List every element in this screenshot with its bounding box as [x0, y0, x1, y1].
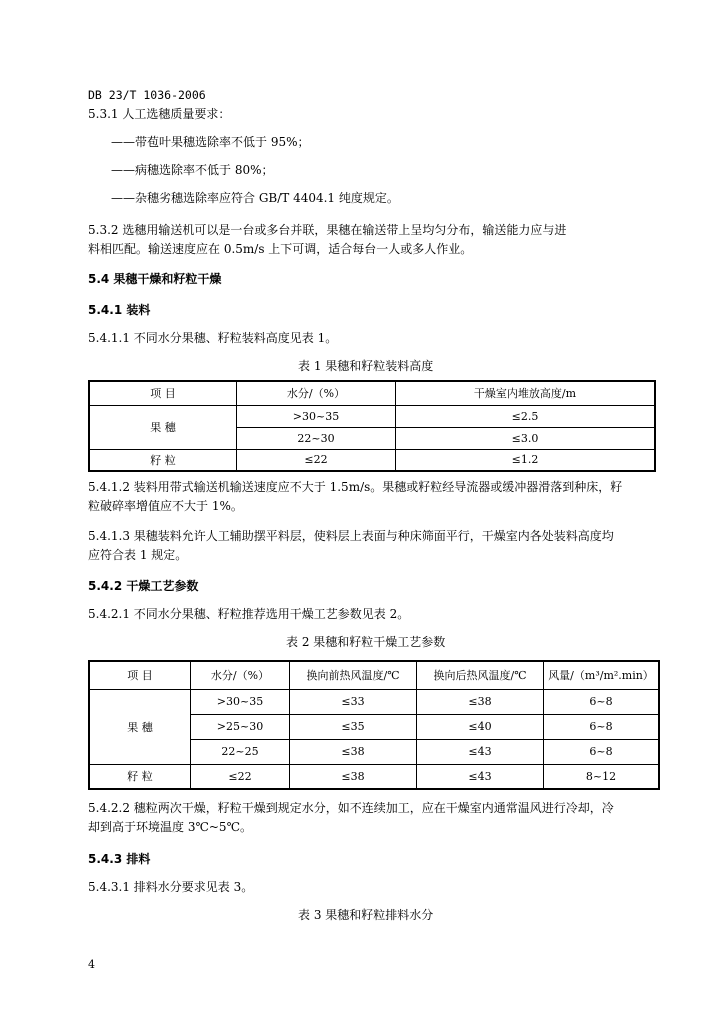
section-5-4-1-1-text: 5.4.1.1 不同水分果穗、籽粒装料高度见表 1。: [88, 331, 338, 345]
table-cell: 22~25: [191, 739, 290, 764]
section-5-4-2-title: 5.4.2 干燥工艺参数: [88, 579, 199, 593]
page-number: 4: [88, 958, 95, 971]
section-5-4-title: 5.4 果穗干燥和籽粒干燥: [88, 272, 222, 286]
table-2-caption: 表 2 果穗和籽粒干燥工艺参数: [286, 635, 446, 649]
table-cell: 8~12: [544, 764, 660, 789]
table-cell: >25~30: [191, 714, 290, 739]
section-5-4-3-title: 5.4.3 排料: [88, 852, 151, 866]
table-2: [88, 660, 660, 790]
table-cell: 6~8: [544, 714, 660, 739]
table-header-cell: 干燥室内堆放高度/m: [396, 381, 656, 405]
table-cell: ≤2.5: [396, 405, 656, 427]
requirement-item: ——病穗选除率不低于 80%；: [111, 163, 274, 177]
table-cell: ≤40: [417, 714, 544, 739]
section-5-4-2-1-text: 5.4.2.1 不同水分果穗、籽粒推荐选用干燥工艺参数见表 2。: [88, 607, 410, 621]
section-5-3-2-line2: 料相匹配。输送速度应在 0.5m/s 上下可调，适合每台一人或多人作业。: [88, 242, 473, 256]
table-cell: >30~35: [237, 405, 396, 427]
section-5-4-1-3-line1: 5.4.1.3 果穗装料允许人工辅助摆平料层，使料层上表面与种床筛面平行，干燥室内各处装料高度均: [88, 529, 614, 543]
table-1: [88, 380, 656, 472]
table-cell: ≤22: [191, 764, 290, 789]
table-header-cell: 水分/（%）: [237, 381, 396, 405]
section-5-4-2-2-line1: 5.4.2.2 穗粒两次干燥，籽粒干燥到规定水分，如不连续加工，应在干燥室内通常温风进行冷却，冷: [88, 801, 614, 815]
table-cell: ≤1.2: [396, 449, 656, 471]
table-header-cell: 风量/（m³/m².min）: [544, 661, 660, 689]
table-cell: 22~30: [237, 427, 396, 449]
table-header-cell: 换向后热风温度/℃: [417, 661, 544, 689]
section-5-4-1-3-line2: 应符合表 1 规定。: [88, 548, 188, 562]
section-5-3-2-line1: 5.3.2 选穗用输送机可以是一台或多台并联，果穗在输送带上呈均匀分布，输送能力应与进: [88, 223, 567, 237]
table-cell: ≤35: [290, 714, 417, 739]
table-row-label: 籽 粒: [89, 764, 191, 789]
table-1-caption: 表 1 果穗和籽粒装料高度: [298, 359, 434, 373]
section-5-4-1-2-line2: 粒破碎率增值应不大于 1%。: [88, 499, 243, 513]
table-header-cell: 项 目: [89, 381, 237, 405]
table-3-caption: 表 3 果穗和籽粒排料水分: [298, 908, 434, 922]
table-header-cell: 换向前热风温度/℃: [290, 661, 417, 689]
table-cell: ≤43: [417, 764, 544, 789]
table-row-label: 果 穗: [89, 689, 191, 764]
table-cell: ≤38: [417, 689, 544, 714]
table-cell: ≤38: [290, 739, 417, 764]
section-5-4-2-2-line2: 却到高于环境温度 3℃~5℃。: [88, 820, 252, 834]
table-cell: ≤43: [417, 739, 544, 764]
standard-code: DB 23/T 1036-2006: [88, 88, 206, 102]
section-5-4-1-2-line1: 5.4.1.2 装料用带式输送机输送速度应不大于 1.5m/s。果穗或籽粒经导流器或缓冲器滑落到种床，籽: [88, 480, 623, 494]
requirement-item: ——带苞叶果穗选除率不低于 95%；: [111, 135, 310, 149]
table-cell: ≤3.0: [396, 427, 656, 449]
table-header-cell: 水分/（%）: [191, 661, 290, 689]
requirement-item: ——杂穗劣穗选除率应符合 GB/T 4404.1 纯度规定。: [111, 191, 399, 205]
table-header-cell: 项 目: [89, 661, 191, 689]
section-5-3-1-title: 5.3.1 人工选穗质量要求：: [88, 107, 231, 121]
table-cell: ≤22: [237, 449, 396, 471]
table-cell: 6~8: [544, 689, 660, 714]
table-cell: 6~8: [544, 739, 660, 764]
table-row-label: 籽 粒: [89, 449, 237, 471]
table-cell: >30~35: [191, 689, 290, 714]
section-5-4-1-title: 5.4.1 装料: [88, 303, 151, 317]
section-5-4-3-1-text: 5.4.3.1 排料水分要求见表 3。: [88, 880, 254, 894]
table-row-label: 果 穗: [89, 405, 237, 449]
table-cell: ≤33: [290, 689, 417, 714]
table-cell: ≤38: [290, 764, 417, 789]
